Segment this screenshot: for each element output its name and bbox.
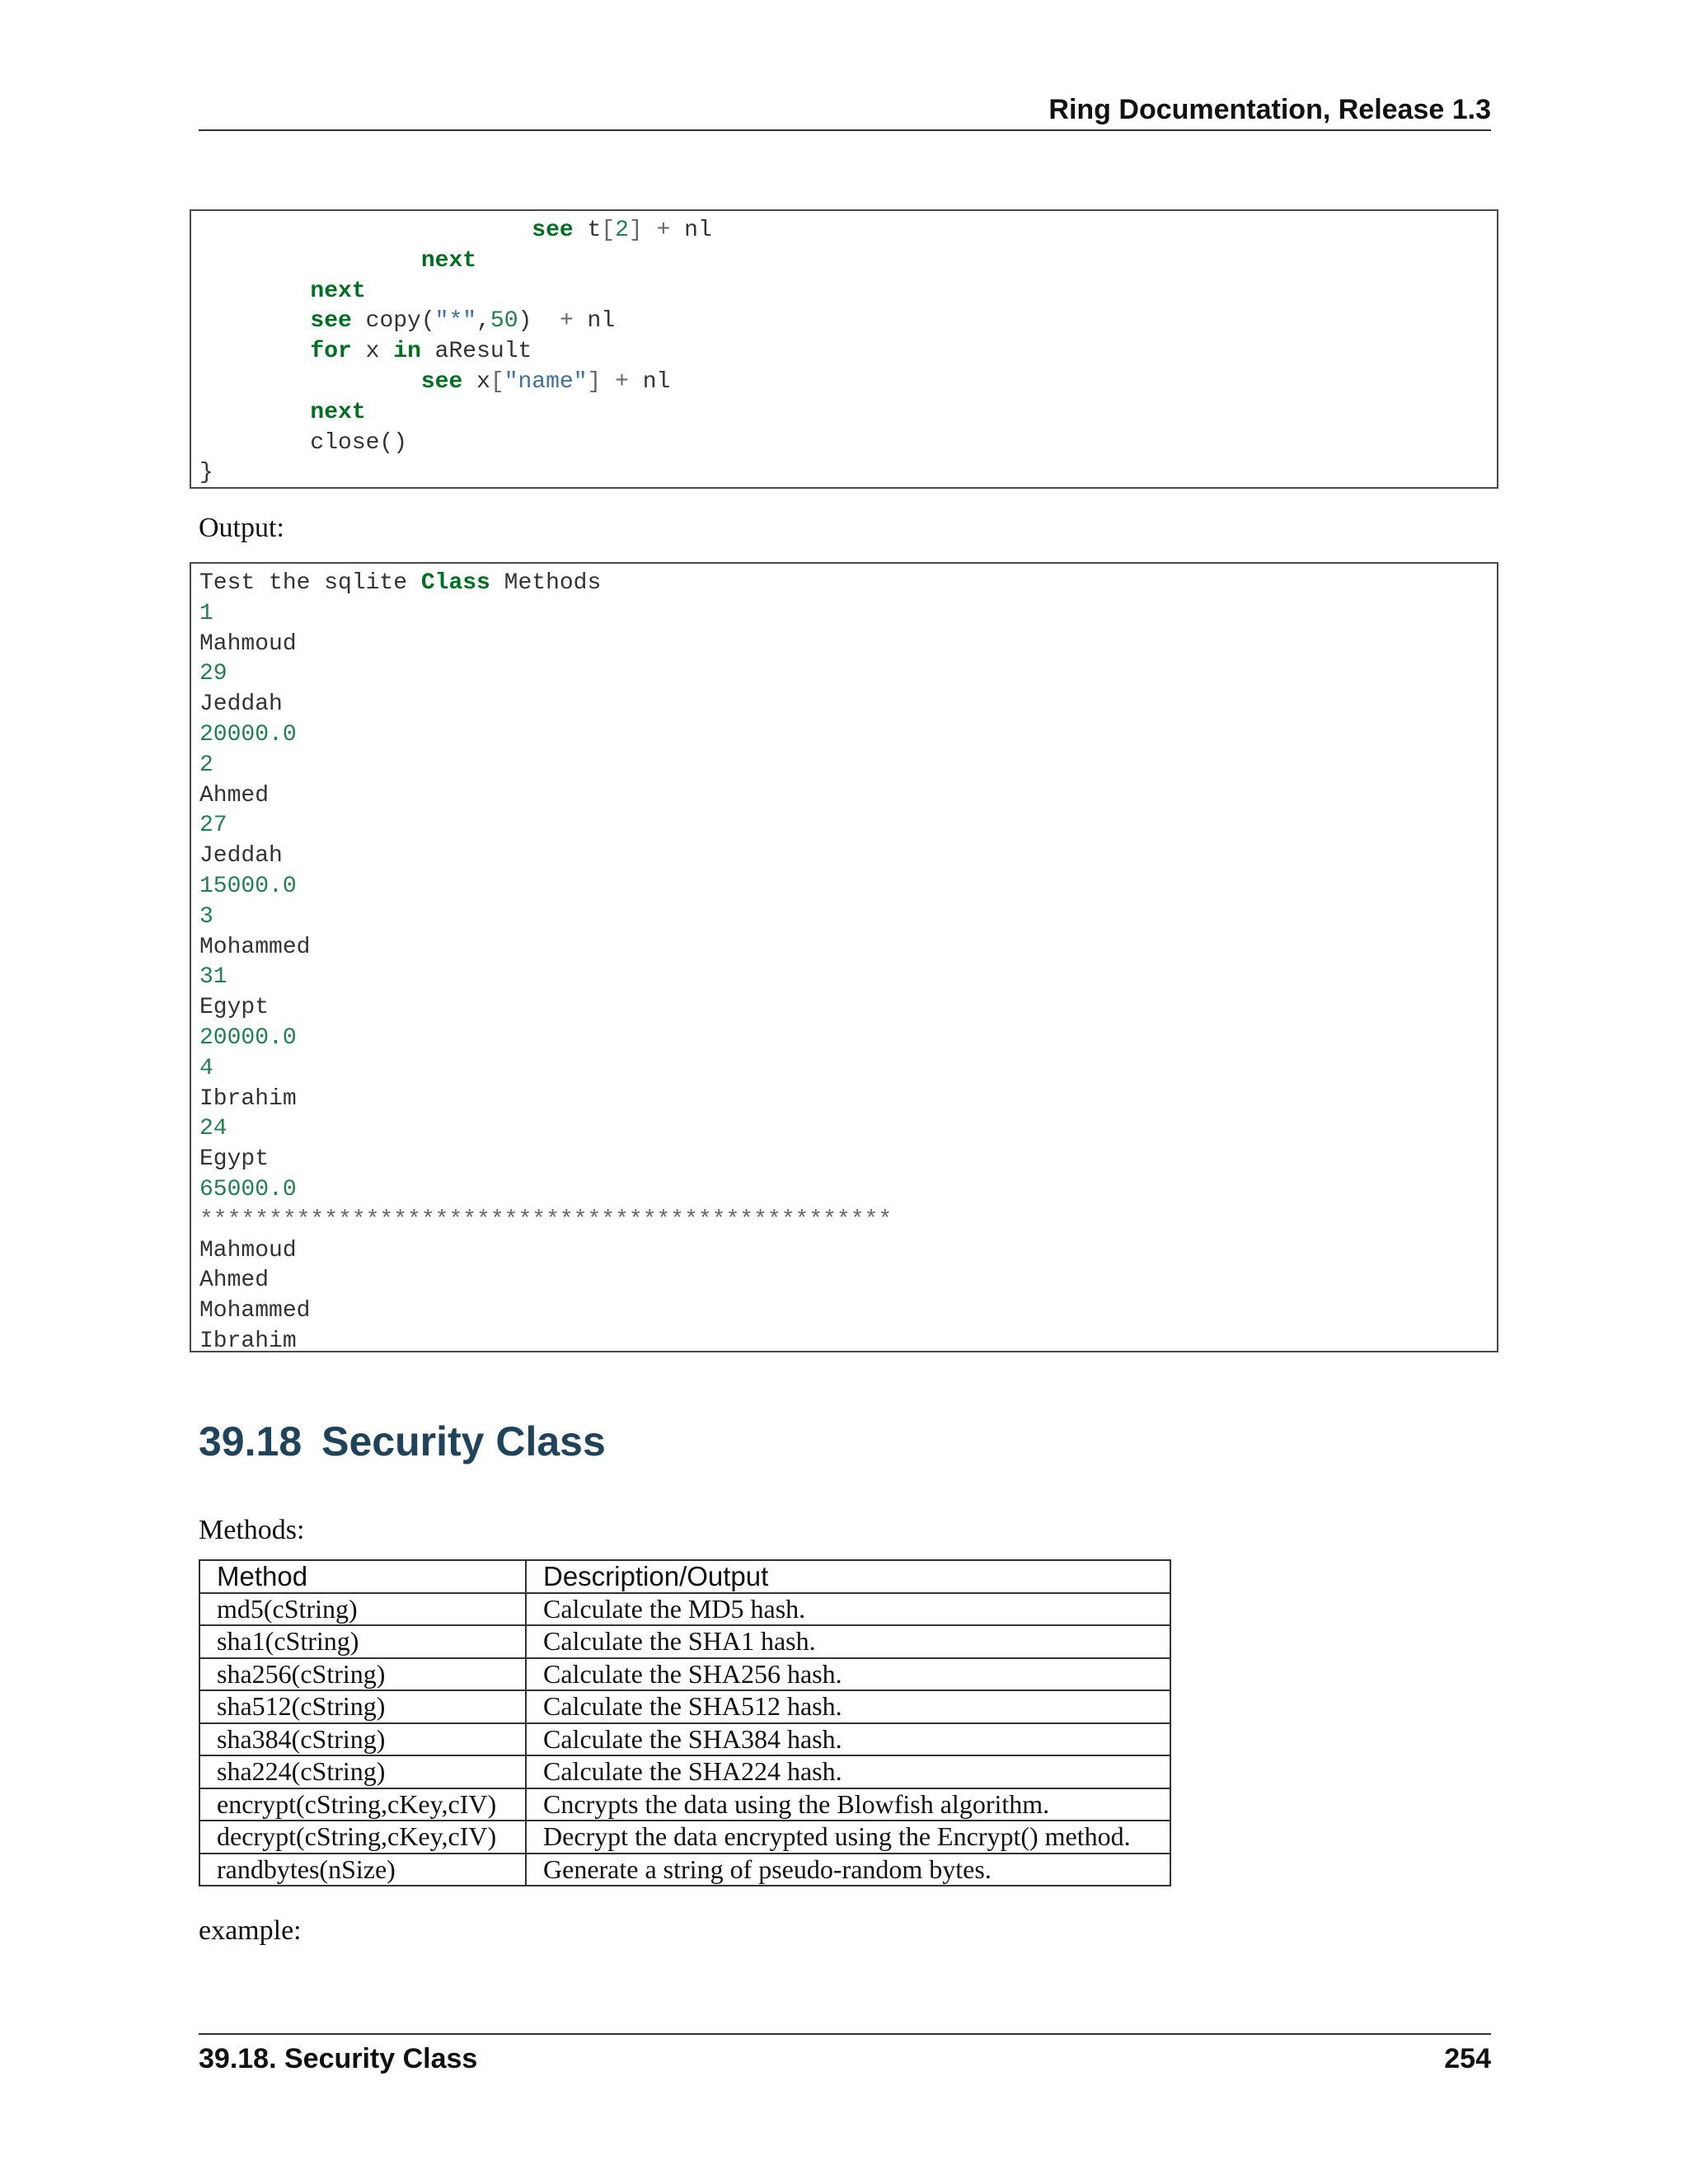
- code-token: +: [656, 218, 671, 243]
- code-line: [199, 369, 670, 395]
- description-cell: Generate a string of pseudo-random bytes.: [526, 1854, 1170, 1886]
- code-token: 2: [615, 218, 629, 243]
- output-listing: [191, 564, 1497, 1357]
- code-line: [199, 430, 407, 456]
- code-token: Ibrahim: [199, 1328, 297, 1354]
- method-cell: randbytes(nSize): [199, 1854, 526, 1886]
- code-token: x: [351, 339, 394, 365]
- code-token: Mahmoud: [199, 630, 297, 657]
- code-token: Egypt: [199, 995, 270, 1021]
- table-row: [199, 1788, 1170, 1821]
- code-listing: [191, 211, 1497, 489]
- code-token: 27: [199, 813, 227, 839]
- page-number: 254: [1444, 2043, 1491, 2074]
- code-token: Class: [420, 570, 490, 596]
- column-header-description: Description/Output: [526, 1560, 1170, 1593]
- code-line: [199, 248, 476, 274]
- code-token: 4: [199, 1055, 213, 1081]
- section-title: Security Class: [321, 1418, 606, 1465]
- code-token: [199, 279, 310, 304]
- code-token: Jeddah: [199, 691, 283, 718]
- code-token: ,: [476, 308, 490, 335]
- code-line: [199, 400, 366, 425]
- code-line: [199, 752, 213, 778]
- code-token: 65000.0: [199, 1176, 297, 1202]
- description-cell: Calculate the SHA384 hash.: [526, 1723, 1170, 1756]
- code-token: close(): [199, 429, 408, 456]
- code-token: [199, 339, 310, 364]
- code-token: "*": [434, 308, 477, 335]
- description-cell: Calculate the SHA224 hash.: [526, 1755, 1170, 1788]
- code-token: }: [199, 460, 213, 486]
- code-line: [199, 1086, 297, 1112]
- code-line: [199, 904, 213, 930]
- code-token: see: [420, 368, 463, 395]
- code-token: [: [601, 218, 616, 243]
- code-token: "name": [504, 368, 588, 395]
- table-row: [199, 1658, 1170, 1691]
- table-row: [199, 1625, 1170, 1658]
- method-cell: encrypt(cString,cKey,cIV): [199, 1788, 526, 1821]
- code-token: Methods: [490, 570, 602, 596]
- code-line: [199, 661, 227, 687]
- code-token: Test the sqlite: [199, 570, 421, 596]
- code-line: [199, 631, 297, 657]
- code-line: [199, 783, 269, 808]
- code-token: next: [420, 247, 477, 274]
- code-line: [199, 813, 227, 838]
- code-token: 15000.0: [199, 873, 297, 899]
- section-number: 39.18: [199, 1418, 302, 1465]
- code-token: Mahmoud: [199, 1237, 297, 1263]
- table-row: [199, 1593, 1170, 1626]
- code-token: Egypt: [199, 1146, 270, 1173]
- code-block-output: [190, 562, 1498, 1352]
- table-row: [199, 1755, 1170, 1788]
- code-line: [199, 308, 615, 334]
- output-label: Output:: [199, 513, 284, 543]
- code-token: Ahmed: [199, 782, 270, 808]
- code-line: [199, 1146, 269, 1172]
- code-line: [199, 460, 213, 485]
- code-line: [199, 1329, 297, 1354]
- code-line: [199, 1177, 297, 1202]
- code-token: 29: [199, 661, 227, 687]
- methods-table: [199, 1559, 1171, 1886]
- table-header-row: [199, 1560, 1170, 1593]
- code-token: Ahmed: [199, 1268, 270, 1294]
- code-line: [199, 218, 712, 243]
- description-cell: Calculate the MD5 hash.: [526, 1593, 1170, 1626]
- code-token: [601, 369, 615, 395]
- method-cell: sha512(cString): [199, 1690, 526, 1723]
- table-row: [199, 1854, 1170, 1886]
- code-line: [199, 964, 227, 990]
- code-token: +: [615, 368, 629, 395]
- code-token: nl: [573, 308, 616, 335]
- code-token: ]: [587, 368, 602, 395]
- code-line: [199, 1116, 227, 1141]
- method-cell: sha1(cString): [199, 1625, 526, 1658]
- description-cell: Cncrypts the data using the Blowfish algorithm.: [526, 1788, 1170, 1821]
- code-token: 50: [490, 308, 518, 335]
- table-row: [199, 1821, 1170, 1854]
- method-cell: sha224(cString): [199, 1755, 526, 1788]
- code-token: [199, 308, 310, 334]
- code-line: [199, 1268, 269, 1293]
- code-token: next: [310, 399, 366, 425]
- code-token: [199, 218, 532, 243]
- code-line: [199, 1056, 213, 1081]
- method-cell: decrypt(cString,cKey,cIV): [199, 1821, 526, 1854]
- method-cell: sha256(cString): [199, 1658, 526, 1691]
- code-token: t: [573, 218, 602, 243]
- table-row: [199, 1690, 1170, 1723]
- code-line: [199, 995, 269, 1020]
- code-token: [199, 248, 421, 274]
- code-line: [199, 1298, 310, 1324]
- code-token: +: [559, 308, 574, 335]
- code-token: ): [518, 308, 560, 335]
- code-token: 20000.0: [199, 721, 297, 748]
- code-block-source: [190, 209, 1498, 489]
- code-token: nl: [628, 368, 671, 395]
- code-line: [199, 1025, 297, 1051]
- running-header-title: Ring Documentation, Release 1.3: [1048, 94, 1491, 125]
- code-token: 31: [199, 964, 227, 991]
- description-cell: Calculate the SHA512 hash.: [526, 1690, 1170, 1723]
- section-heading: [199, 1418, 606, 1465]
- code-token: next: [310, 278, 366, 304]
- code-token: aResult: [420, 339, 532, 365]
- code-token: 24: [199, 1116, 227, 1142]
- code-line: [199, 1238, 297, 1263]
- footer-rule: [199, 2033, 1491, 2035]
- code-line: [199, 601, 213, 626]
- code-line: [199, 279, 366, 304]
- code-token: 20000.0: [199, 1024, 297, 1051]
- code-token: **************************************************: [199, 1207, 893, 1233]
- method-cell: md5(cString): [199, 1593, 526, 1626]
- code-token: Ibrahim: [199, 1085, 297, 1112]
- description-cell: Decrypt the data encrypted using the Encrypt() method.: [526, 1821, 1170, 1854]
- code-token: see: [310, 308, 352, 335]
- code-token: for: [310, 339, 352, 365]
- code-line: [199, 691, 283, 717]
- code-token: [643, 218, 657, 243]
- description-cell: Calculate the SHA256 hash.: [526, 1658, 1170, 1691]
- code-token: x: [462, 368, 490, 395]
- table-row: [199, 1723, 1170, 1756]
- description-cell: Calculate the SHA1 hash.: [526, 1625, 1170, 1658]
- method-cell: sha384(cString): [199, 1723, 526, 1756]
- code-line: [199, 874, 297, 899]
- code-token: Mohammed: [199, 1298, 311, 1324]
- code-token: 2: [199, 752, 213, 778]
- footer-section: 39.18. Security Class: [199, 2043, 478, 2074]
- code-token: in: [393, 339, 421, 365]
- methods-label: Methods:: [199, 1515, 305, 1545]
- example-label: example:: [199, 1915, 302, 1946]
- code-token: Mohammed: [199, 934, 311, 960]
- code-token: [199, 400, 310, 425]
- code-token: [199, 369, 421, 395]
- code-token: ]: [628, 218, 643, 243]
- code-token: [: [490, 368, 504, 395]
- code-line: [199, 843, 283, 869]
- code-token: see: [532, 218, 574, 243]
- column-header-method: Method: [199, 1560, 526, 1593]
- code-line: [199, 935, 310, 960]
- code-line: [199, 722, 297, 748]
- code-line: [199, 339, 532, 364]
- code-token: 3: [199, 903, 213, 930]
- code-token: 1: [199, 600, 213, 626]
- code-line: [199, 1207, 892, 1233]
- header-rule: [199, 129, 1491, 131]
- code-token: copy(: [351, 308, 435, 335]
- code-token: nl: [670, 218, 712, 243]
- code-token: Jeddah: [199, 843, 283, 869]
- code-line: [199, 570, 601, 596]
